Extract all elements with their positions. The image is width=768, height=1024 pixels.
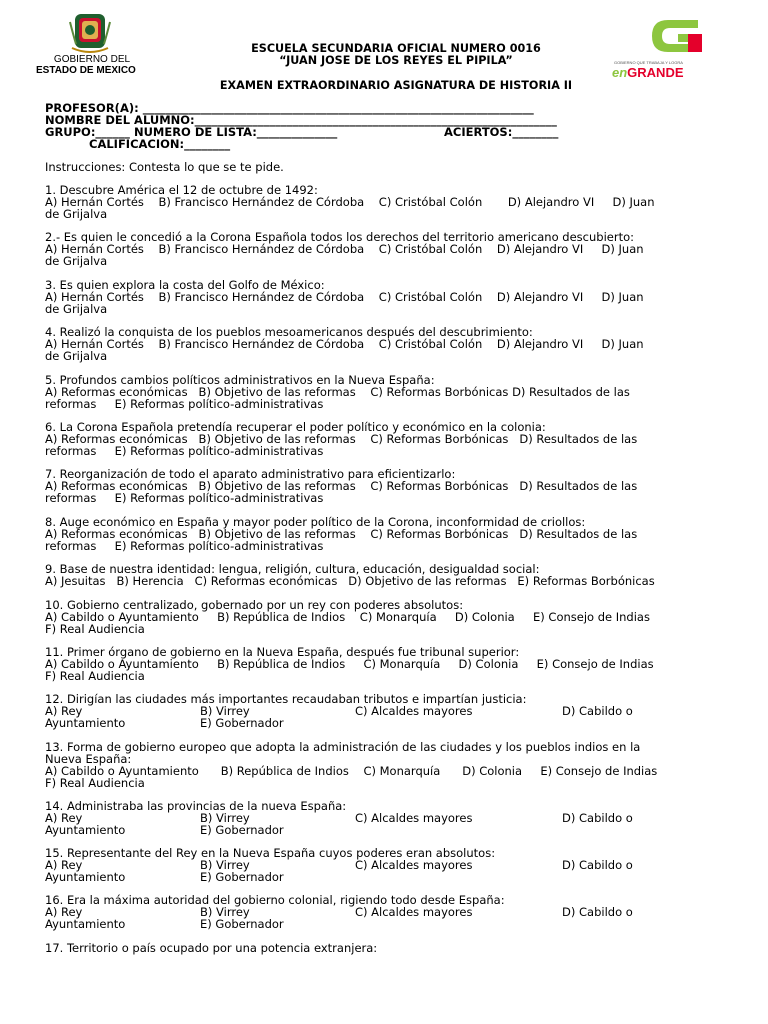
- alumno-field[interactable]: NOMBRE DEL ALUMNO:_______________________________________________________________: [45, 113, 557, 127]
- brand-grande: GRANDE: [627, 65, 684, 80]
- answer-options: A) Reformas económicas B) Objetivo de las reformas C) Reformas Borbónicas D) Resultados de las: [45, 479, 638, 493]
- question-4: [45, 326, 725, 362]
- option-e: E) Gobernador: [200, 716, 284, 730]
- answer-options-cont: F) Real Audiencia: [45, 669, 145, 683]
- option-e: E) Gobernador: [200, 870, 284, 884]
- option-a: A) Rey: [45, 811, 83, 825]
- logo-right-slogan: GOBIERNO QUE TRABAJA Y LOGRA: [614, 60, 683, 65]
- answer-options: A) Reformas económicas B) Objetivo de las reformas C) Reformas Borbónicas D) Resultados de las: [45, 385, 630, 399]
- option-b: B) Virrey: [200, 704, 250, 718]
- exam-title: EXAMEN EXTRAORDINARIO ASIGNATURA DE HISTORIA II: [219, 79, 573, 92]
- question-8: [45, 516, 725, 552]
- option-d-cont: Ayuntamiento: [45, 823, 126, 837]
- question-3: [45, 279, 725, 315]
- question-text: 7. Reorganización de todo el aparato administrativo para eficientizarlo:: [45, 467, 456, 481]
- answer-options: A) Reformas económicas B) Objetivo de las reformas C) Reformas Borbónicas D) Resultados de las: [45, 432, 638, 446]
- option-a: A) Rey: [45, 858, 83, 872]
- question-text: 5. Profundos cambios políticos administrativos en la Nueva España:: [45, 373, 435, 387]
- aciertos-field[interactable]: ACIERTOS:________: [444, 125, 559, 139]
- option-d-cont: Ayuntamiento: [45, 870, 126, 884]
- calificacion-field[interactable]: CALIFICACION:________: [89, 137, 231, 151]
- option-d: D) Cabildo o: [562, 905, 633, 919]
- question-1: [45, 184, 725, 220]
- question-text: 14. Administraba las provincias de la nueva España:: [45, 799, 347, 813]
- question-text: 13. Forma de gobierno europeo que adopta la administración de las ciudades y los pueblos indios en la: [45, 740, 641, 754]
- option-d-cont: Ayuntamiento: [45, 917, 126, 931]
- question-text: 1. Descubre América el 12 de octubre de 1492:: [45, 183, 318, 197]
- school-subname: “JUAN JOSE DE LOS REYES EL PIPILA”: [279, 54, 513, 67]
- question-text: 3. Es quien explora la costa del Golfo de México:: [45, 278, 325, 292]
- option-e: E) Gobernador: [200, 823, 284, 837]
- answer-options: A) Hernán Cortés B) Francisco Hernández de Córdoba C) Cristóbal Colón D) Alejandro VI D) Juan: [45, 290, 644, 304]
- question-17: [45, 942, 725, 954]
- answer-options-cont: de Grijalva: [45, 349, 108, 363]
- option-b: B) Virrey: [200, 858, 250, 872]
- question-text: 6. La Corona Española pretendía recuperar el poder político y económico en la colonia:: [45, 420, 546, 434]
- question-6: [45, 421, 725, 457]
- question-5: [45, 374, 725, 410]
- question-text: 2.- Es quien le concedió a la Corona Española todos los derechos del territorio americano descubierto:: [45, 230, 634, 244]
- question-text-cont: Nueva España:: [45, 752, 132, 766]
- option-b: B) Virrey: [200, 905, 250, 919]
- question-11: [45, 646, 725, 682]
- answer-options-cont: de Grijalva: [45, 207, 108, 221]
- question-13: [45, 741, 725, 789]
- answer-options: A) Jesuitas B) Herencia C) Reformas económicas D) Objetivo de las reformas E) Reformas Borbónicas: [45, 574, 655, 588]
- question-text: 11. Primer órgano de gobierno en la Nueva España, después fue tribunal superior:: [45, 645, 520, 659]
- answer-options-cont: reformas E) Reformas político-administrativas: [45, 539, 324, 553]
- question-12: [45, 693, 725, 729]
- answer-options-cont: de Grijalva: [45, 302, 108, 316]
- answer-options-cont: F) Real Audiencia: [45, 622, 145, 636]
- question-9: [45, 563, 725, 587]
- question-14: [45, 800, 725, 836]
- grupo-field[interactable]: GRUPO:______ NUMERO DE LISTA:______________: [45, 125, 338, 139]
- question-text: 4. Realizó la conquista de los pueblos mesoamericanos después del descubrimiento:: [45, 325, 533, 339]
- logo-left-line2: ESTADO DE MÉXICO: [36, 65, 136, 76]
- answer-options: A) Hernán Cortés B) Francisco Hernández de Córdoba C) Cristóbal Colón D) Alejandro VI D) Juan: [45, 337, 644, 351]
- answer-options: A) Cabildo o Ayuntamiento B) República de Indios C) Monarquía D) Colonia E) Consejo de Indias: [45, 610, 650, 624]
- answer-options: A) Cabildo o Ayuntamiento B) República de Indios C) Monarquía D) Colonia E) Consejo de Indias: [45, 764, 658, 778]
- answer-options-cont: reformas E) Reformas político-administrativas: [45, 444, 324, 458]
- question-2: [45, 231, 725, 267]
- option-c: C) Alcaldes mayores: [355, 905, 473, 919]
- answer-options: A) Cabildo o Ayuntamiento B) República de Indios C) Monarquía D) Colonia E) Consejo de Indias: [45, 657, 654, 671]
- answer-options: A) Hernán Cortés B) Francisco Hernández de Córdoba C) Cristóbal Colón D) Alejandro VI D) Juan: [45, 242, 644, 256]
- option-d: D) Cabildo o: [562, 858, 633, 872]
- option-d: D) Cabildo o: [562, 811, 633, 825]
- option-b: B) Virrey: [200, 811, 250, 825]
- option-c: C) Alcaldes mayores: [355, 811, 473, 825]
- brand-en: en: [612, 65, 628, 80]
- option-c: C) Alcaldes mayores: [355, 704, 473, 718]
- option-a: A) Rey: [45, 704, 83, 718]
- question-10: [45, 599, 725, 635]
- answer-options-cont: reformas E) Reformas político-administrativas: [45, 397, 324, 411]
- answer-options-cont: de Grijalva: [45, 254, 108, 268]
- question-15: [45, 847, 725, 883]
- question-text: 16. Era la máxima autoridad del gobierno colonial, rigiendo todo desde España:: [45, 893, 505, 907]
- option-a: A) Rey: [45, 905, 83, 919]
- option-c: C) Alcaldes mayores: [355, 858, 473, 872]
- question-text: 8. Auge económico en España y mayor poder político de la Corona, inconformidad de criollos:: [45, 515, 586, 529]
- question-text: 15. Representante del Rey en la Nueva España cuyos poderes eran absolutos:: [45, 846, 496, 860]
- question-text: 12. Dirigían las ciudades más importantes recaudaban tributos e impartían justicia:: [45, 692, 527, 706]
- answer-options-cont: F) Real Audiencia: [45, 776, 145, 790]
- school-name: ESCUELA SECUNDARIA OFICIAL NUMERO 0016: [251, 42, 541, 55]
- logo-right-brand: [612, 66, 684, 80]
- profesor-field[interactable]: PROFESOR(A): ____________________________________________________________________: [45, 101, 534, 115]
- question-text: 9. Base de nuestra identidad: lengua, religión, cultura, educación, desigualdad social:: [45, 562, 540, 576]
- question-text: 10. Gobierno centralizado, gobernado por un rey con poderes absolutos:: [45, 598, 464, 612]
- logo-left-line1: GOBIERNO DEL: [53, 54, 131, 65]
- question-16: [45, 894, 725, 930]
- answer-options: A) Hernán Cortés B) Francisco Hernández de Córdoba C) Cristóbal Colón D) Alejandro VI D) Juan: [45, 195, 655, 209]
- instructions: Instrucciones: Contesta lo que se te pide.: [45, 160, 284, 174]
- question-text: 17. Territorio o país ocupado por una potencia extranjera:: [45, 941, 378, 955]
- question-7: [45, 468, 725, 504]
- answer-options-cont: reformas E) Reformas político-administrativas: [45, 491, 324, 505]
- option-d: D) Cabildo o: [562, 704, 633, 718]
- answer-options: A) Reformas económicas B) Objetivo de las reformas C) Reformas Borbónicas D) Resultados de las: [45, 527, 638, 541]
- option-d-cont: Ayuntamiento: [45, 716, 126, 730]
- option-e: E) Gobernador: [200, 917, 284, 931]
